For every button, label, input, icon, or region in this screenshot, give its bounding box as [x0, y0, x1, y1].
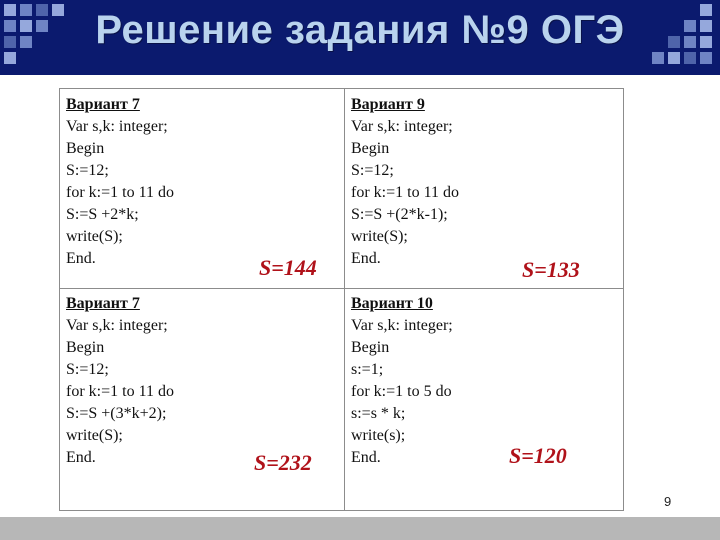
table-divider-vertical	[344, 88, 345, 511]
code-line: S:=12;	[66, 361, 109, 378]
table-cell	[351, 293, 453, 469]
code-line: Var s,k: integer;	[351, 317, 453, 334]
decor-square	[684, 52, 696, 64]
code-line: S:=S +2*k;	[66, 206, 139, 223]
table-cell	[66, 293, 174, 469]
code-line: write(S);	[66, 228, 123, 245]
decor-square	[668, 52, 680, 64]
variant-heading: Вариант 10	[351, 295, 433, 312]
variant-heading: Вариант 7	[66, 96, 140, 113]
code-line: Begin	[351, 140, 390, 157]
page-number: 9	[664, 494, 672, 509]
code-line: S:=12;	[66, 162, 109, 179]
footer-bar	[0, 517, 720, 540]
table-divider-horizontal	[59, 288, 624, 289]
answer-label: S=232	[254, 450, 312, 475]
table-cell	[66, 94, 174, 270]
title-banner	[0, 0, 720, 75]
answer-label: S=144	[259, 255, 317, 280]
code-line: write(S);	[351, 228, 408, 245]
table-cell	[351, 94, 459, 270]
code-line: Begin	[66, 140, 105, 157]
answer-label: S=120	[509, 443, 567, 468]
decor-square	[4, 52, 16, 64]
code-line: for k:=1 to 11 do	[351, 184, 459, 201]
code-line: End.	[351, 250, 381, 267]
code-line: End.	[66, 250, 96, 267]
code-line: for k:=1 to 11 do	[66, 184, 174, 201]
code-line: write(S);	[66, 427, 123, 444]
decor-square	[652, 52, 664, 64]
code-line: S:=S +(2*k-1);	[351, 206, 448, 223]
code-line: for k:=1 to 5 do	[351, 383, 452, 400]
answer-label: S=133	[522, 257, 580, 282]
code-line: write(s);	[351, 427, 406, 444]
variant-heading: Вариант 9	[351, 96, 425, 113]
code-line: Var s,k: integer;	[351, 118, 453, 135]
code-line: S:=12;	[351, 162, 394, 179]
decor-square	[700, 52, 712, 64]
code-line: Begin	[66, 339, 105, 356]
code-line: Begin	[351, 339, 390, 356]
variant-heading: Вариант 7	[66, 295, 140, 312]
page-title: Решение задания №9 ОГЭ	[95, 8, 625, 52]
code-line: Var s,k: integer;	[66, 118, 168, 135]
code-line: End.	[351, 449, 381, 466]
code-line: End.	[66, 449, 96, 466]
code-line: for k:=1 to 11 do	[66, 383, 174, 400]
code-line: S:=S +(3*k+2);	[66, 405, 167, 422]
code-line: s:=s * k;	[351, 405, 406, 422]
code-line: Var s,k: integer;	[66, 317, 168, 334]
code-line: s:=1;	[351, 361, 384, 378]
